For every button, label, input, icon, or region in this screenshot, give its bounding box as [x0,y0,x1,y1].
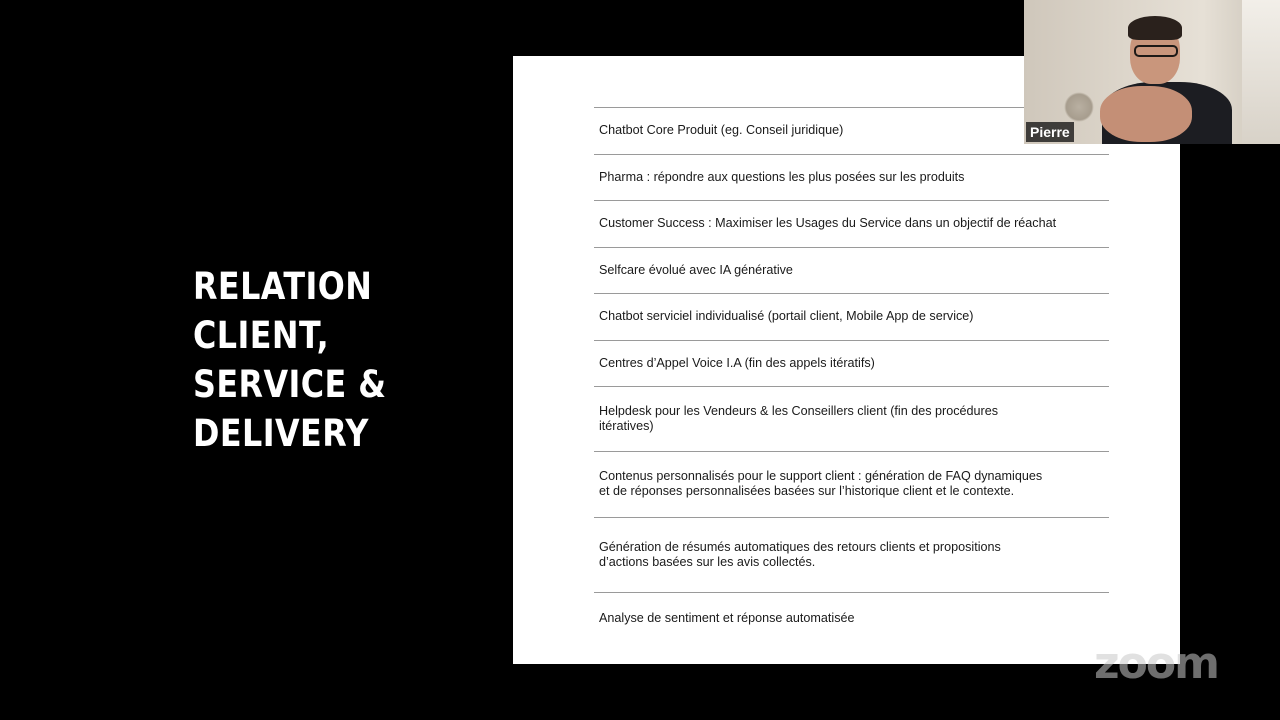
participant-hands [1100,86,1192,142]
list-item-text: Pharma : répondre aux questions les plus posées sur les produits [599,169,965,184]
list-item-text: Selfcare évolué avec IA générative [599,262,793,277]
participant-glasses [1134,45,1178,57]
list-item-text: Customer Success : Maximiser les Usages du Service dans un objectif de réachat [599,216,1057,231]
list-item [594,593,1109,645]
slide-content-panel [513,56,1180,664]
slide-title [193,262,451,458]
slide-title-line: SERVICE & [193,363,387,406]
video-background [1242,0,1280,144]
list-item [594,387,1109,452]
list-item [594,518,1109,593]
slide-title-line: RELATION [193,265,373,308]
list-item-text: et de réponses personnalisées basées sur l’historique client et le contexte. [599,484,1015,499]
video-background-object [1064,92,1094,122]
list-item-text: Chatbot serviciel individualisé (portail client, Mobile App de service) [599,309,974,324]
list-item [594,294,1109,341]
list-item-text: Helpdesk pour les Vendeurs & les Conseillers client (fin des procédures [599,403,999,418]
list-item [594,452,1109,519]
list-item-text: Centres d’Appel Voice I.A (fin des appels itératifs) [599,355,875,370]
zoom-watermark-logo: zoom [1094,638,1218,689]
list-item [594,155,1109,202]
list-item-text: Génération de résumés automatiques des retours clients et propositions [599,539,1001,554]
use-case-list [594,107,1109,645]
list-item-text: itératives) [599,418,654,433]
participant-hair [1128,16,1182,40]
list-item-text: Contenus personnalisés pour le support client : génération de FAQ dynamiques [599,469,1043,484]
list-item-text: d’actions basées sur les avis collectés. [599,554,816,569]
slide-title-line: CLIENT, [193,314,330,357]
list-item [594,201,1109,248]
participant-name-tag: Pierre [1026,122,1074,142]
slide-title-line: DELIVERY [193,412,369,455]
list-item [594,248,1109,295]
list-item-text: Analyse de sentiment et réponse automatisée [599,611,855,625]
list-item [594,341,1109,388]
participant-video-tile[interactable] [1024,0,1280,144]
list-item-text: Chatbot Core Produit (eg. Conseil juridique) [599,123,844,138]
